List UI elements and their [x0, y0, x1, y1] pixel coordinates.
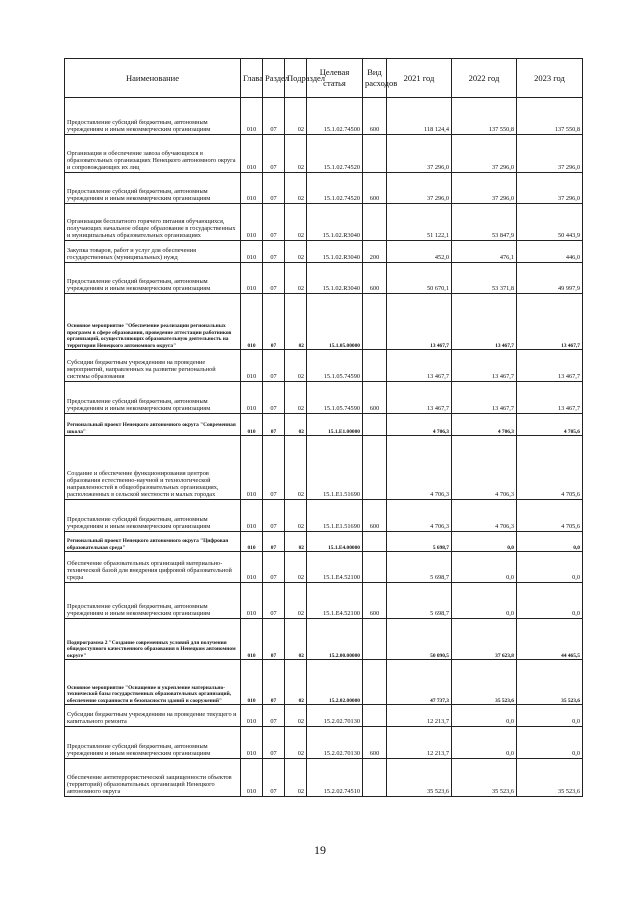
row-target-article-cell: 15.1.02.R3040 — [307, 204, 363, 241]
row-target-article-cell: 15.2.02.70130 — [307, 727, 363, 759]
row-2021-cell: 37 296,0 — [387, 135, 452, 173]
row-razdel-cell: 07 — [263, 173, 285, 204]
row-2023-cell: 446,0 — [517, 241, 583, 263]
row-glava-cell: 010 — [241, 619, 263, 660]
row-2022-cell: 4 706,3 — [452, 500, 517, 532]
table-row — [65, 583, 583, 619]
row-target-article-cell: 15.1.02.R3040 — [307, 241, 363, 263]
table-row — [65, 705, 583, 727]
row-2022-cell: 53 847,9 — [452, 204, 517, 241]
row-2023-cell: 13 467,7 — [517, 350, 583, 382]
row-2021-cell: 12 213,7 — [387, 727, 452, 759]
row-expense-type-cell — [363, 759, 387, 797]
table-row — [65, 727, 583, 759]
row-target-article-cell: 15.2.02.00000 — [307, 660, 363, 705]
table-row — [65, 532, 583, 552]
row-glava-cell: 010 — [241, 727, 263, 759]
header-2023: 2023 год — [517, 59, 583, 98]
row-name-cell: Субсидии бюджетным учреждениям на проведение текущего и капитального ремонта — [65, 705, 241, 727]
row-razdel-cell: 07 — [263, 414, 285, 436]
row-2023-cell: 49 997,9 — [517, 263, 583, 294]
row-name-cell: Подпрограмма 2 "Создание современных условий для получения общедоступного качественного образования в Ненецком автономном округе" — [65, 619, 241, 660]
row-razdel-cell: 07 — [263, 619, 285, 660]
row-podrazdel-cell: 02 — [285, 135, 307, 173]
row-podrazdel-cell: 02 — [285, 414, 307, 436]
row-glava-cell: 010 — [241, 135, 263, 173]
row-podrazdel-cell: 02 — [285, 350, 307, 382]
row-expense-type-cell — [363, 414, 387, 436]
row-2023-cell: 0,0 — [517, 727, 583, 759]
table-row — [65, 552, 583, 583]
row-glava-cell: 010 — [241, 552, 263, 583]
row-name-cell: Создание и обеспечение функционирования центров образования естественно-научной и технологической направленностей в общеобразовательных организациях, расположенных в сельской местности и малых городах — [65, 436, 241, 500]
row-2022-cell: 13 467,7 — [452, 382, 517, 414]
row-name-cell: Обеспечение образовательных организаций материально-технической базой для внедрения цифровой образовательной среды — [65, 552, 241, 583]
page-number: 19 — [314, 843, 326, 857]
row-expense-type-cell — [363, 436, 387, 500]
table-row — [65, 173, 583, 204]
row-razdel-cell: 07 — [263, 552, 285, 583]
row-expense-type-cell — [363, 135, 387, 173]
row-2021-cell: 35 523,6 — [387, 759, 452, 797]
row-podrazdel-cell: 02 — [285, 241, 307, 263]
row-2023-cell: 44 465,5 — [517, 619, 583, 660]
row-2022-cell: 35 523,6 — [452, 759, 517, 797]
header-glava: Глава — [241, 59, 263, 98]
row-expense-type-cell — [363, 532, 387, 552]
row-name-cell: Предоставление субсидий бюджетным, автономным учреждениям и иным некоммерческим организациям — [65, 173, 241, 204]
row-target-article-cell: 15.2.02.70130 — [307, 705, 363, 727]
row-expense-type-cell — [363, 552, 387, 583]
row-target-article-cell: 15.1.02.74520 — [307, 173, 363, 204]
row-2021-cell: 5 698,7 — [387, 583, 452, 619]
row-name-cell: Организация бесплатного горячего питания обучающихся, получающих начальное общее образование в государственных и муниципальных образовательных организациях — [65, 204, 241, 241]
row-razdel-cell: 07 — [263, 727, 285, 759]
row-podrazdel-cell: 02 — [285, 619, 307, 660]
row-2023-cell: 37 296,0 — [517, 135, 583, 173]
row-2021-cell: 5 698,7 — [387, 532, 452, 552]
row-2023-cell: 4 705,6 — [517, 500, 583, 532]
row-glava-cell: 010 — [241, 500, 263, 532]
table-row — [65, 135, 583, 173]
row-2022-cell: 37 296,0 — [452, 135, 517, 173]
row-2022-cell: 476,1 — [452, 241, 517, 263]
row-glava-cell: 010 — [241, 173, 263, 204]
table-row — [65, 500, 583, 532]
row-podrazdel-cell: 02 — [285, 173, 307, 204]
row-target-article-cell: 15.1.E4.52100 — [307, 583, 363, 619]
row-target-article-cell: 15.1.E4.00000 — [307, 532, 363, 552]
row-2022-cell: 0,0 — [452, 532, 517, 552]
row-2022-cell: 0,0 — [452, 705, 517, 727]
row-expense-type-cell: 600 — [363, 263, 387, 294]
row-glava-cell: 010 — [241, 414, 263, 436]
row-target-article-cell: 15.1.E1.51690 — [307, 436, 363, 500]
row-razdel-cell: 07 — [263, 241, 285, 263]
row-2021-cell: 12 213,7 — [387, 705, 452, 727]
row-target-article-cell: 15.2.00.00000 — [307, 619, 363, 660]
row-podrazdel-cell: 02 — [285, 204, 307, 241]
row-glava-cell: 010 — [241, 583, 263, 619]
row-2023-cell: 35 523,6 — [517, 660, 583, 705]
row-2021-cell: 47 737,3 — [387, 660, 452, 705]
row-razdel-cell: 07 — [263, 705, 285, 727]
row-name-cell: Предоставление субсидий бюджетным, автономным учреждениям и иным некоммерческим организациям — [65, 500, 241, 532]
table-row — [65, 414, 583, 436]
table-row — [65, 204, 583, 241]
header-expense-type: Вид расходов — [363, 59, 387, 98]
row-2022-cell: 137 550,8 — [452, 98, 517, 135]
row-expense-type-cell — [363, 705, 387, 727]
row-2021-cell: 51 122,1 — [387, 204, 452, 241]
row-target-article-cell: 15.1.02.74500 — [307, 98, 363, 135]
header-razdel: Раздел — [263, 59, 285, 98]
row-2022-cell: 4 706,3 — [452, 436, 517, 500]
table-row — [65, 263, 583, 294]
row-2021-cell: 452,0 — [387, 241, 452, 263]
row-2022-cell: 35 523,6 — [452, 660, 517, 705]
row-name-cell: Субсидии бюджетным учреждениям на проведение мероприятий, направленных на развитие региональной системы образования — [65, 350, 241, 382]
row-target-article-cell: 15.1.05.74590 — [307, 382, 363, 414]
row-podrazdel-cell: 02 — [285, 705, 307, 727]
row-razdel-cell: 07 — [263, 532, 285, 552]
row-2022-cell: 0,0 — [452, 727, 517, 759]
table-header-row — [65, 59, 583, 98]
row-glava-cell: 010 — [241, 532, 263, 552]
row-2021-cell: 13 467,7 — [387, 294, 452, 350]
row-target-article-cell: 15.1.E1.00000 — [307, 414, 363, 436]
row-2023-cell: 0,0 — [517, 705, 583, 727]
row-expense-type-cell: 600 — [363, 727, 387, 759]
table-row — [65, 350, 583, 382]
row-2023-cell: 35 523,6 — [517, 759, 583, 797]
row-2023-cell: 137 550,8 — [517, 98, 583, 135]
row-expense-type-cell: 600 — [363, 500, 387, 532]
row-name-cell: Региональный проект Ненецкого автономного округа "Современная школа" — [65, 414, 241, 436]
row-2023-cell: 4 705,6 — [517, 436, 583, 500]
row-2021-cell: 50 670,1 — [387, 263, 452, 294]
row-2023-cell: 13 467,7 — [517, 382, 583, 414]
row-name-cell: Предоставление субсидий бюджетным, автономным учреждениям и иным некоммерческим организациям — [65, 583, 241, 619]
row-razdel-cell: 07 — [263, 436, 285, 500]
row-podrazdel-cell: 02 — [285, 727, 307, 759]
row-name-cell: Предоставление субсидий бюджетным, автономным учреждениям и иным некоммерческим организациям — [65, 382, 241, 414]
header-target-article: Целевая статья — [307, 59, 363, 98]
row-2021-cell: 118 124,4 — [387, 98, 452, 135]
row-expense-type-cell — [363, 294, 387, 350]
header-2021: 2021 год — [387, 59, 452, 98]
row-2022-cell: 53 371,8 — [452, 263, 517, 294]
row-2022-cell: 37 623,8 — [452, 619, 517, 660]
table-row — [65, 660, 583, 705]
row-razdel-cell: 07 — [263, 135, 285, 173]
row-name-cell: Обеспечение антитеррористической защищенности объектов (территорий) образовательных организаций Ненецкого автономного округа — [65, 759, 241, 797]
row-expense-type-cell — [363, 619, 387, 660]
row-2021-cell: 5 698,7 — [387, 552, 452, 583]
row-2021-cell: 50 090,5 — [387, 619, 452, 660]
row-2022-cell: 13 467,7 — [452, 350, 517, 382]
row-glava-cell: 010 — [241, 436, 263, 500]
table-row — [65, 98, 583, 135]
row-target-article-cell: 15.1.05.00000 — [307, 294, 363, 350]
row-podrazdel-cell: 02 — [285, 532, 307, 552]
row-2023-cell: 0,0 — [517, 532, 583, 552]
table-row — [65, 436, 583, 500]
row-glava-cell: 010 — [241, 759, 263, 797]
row-name-cell: Основное мероприятие "Обеспечение реализации региональных программ в сфере образования, проведение аттестации работников организаций, осуществляющих образовательную деятельность на территории Ненецкого автономного округа" — [65, 294, 241, 350]
row-2022-cell: 0,0 — [452, 552, 517, 583]
row-podrazdel-cell: 02 — [285, 294, 307, 350]
table-row — [65, 619, 583, 660]
row-name-cell: Закупка товаров, работ и услуг для обеспечения государственных (муниципальных) нужд — [65, 241, 241, 263]
row-podrazdel-cell: 02 — [285, 660, 307, 705]
row-podrazdel-cell: 02 — [285, 98, 307, 135]
row-glava-cell: 010 — [241, 382, 263, 414]
row-glava-cell: 010 — [241, 204, 263, 241]
row-target-article-cell: 15.1.E4.52100 — [307, 552, 363, 583]
row-razdel-cell: 07 — [263, 204, 285, 241]
row-target-article-cell: 15.1.E1.51690 — [307, 500, 363, 532]
row-podrazdel-cell: 02 — [285, 436, 307, 500]
row-expense-type-cell — [363, 660, 387, 705]
row-expense-type-cell: 600 — [363, 173, 387, 204]
row-podrazdel-cell: 02 — [285, 552, 307, 583]
table-row — [65, 241, 583, 263]
row-razdel-cell: 07 — [263, 263, 285, 294]
table-row — [65, 294, 583, 350]
row-name-cell: Предоставление субсидий бюджетным, автономным учреждениям и иным некоммерческим организациям — [65, 98, 241, 135]
row-podrazdel-cell: 02 — [285, 382, 307, 414]
row-2023-cell: 4 705,6 — [517, 414, 583, 436]
row-target-article-cell: 15.1.05.74590 — [307, 350, 363, 382]
row-2021-cell: 37 296,0 — [387, 173, 452, 204]
row-2023-cell: 13 467,7 — [517, 294, 583, 350]
row-2022-cell: 0,0 — [452, 583, 517, 619]
table-row — [65, 382, 583, 414]
row-glava-cell: 010 — [241, 350, 263, 382]
row-razdel-cell: 07 — [263, 500, 285, 532]
row-glava-cell: 010 — [241, 263, 263, 294]
row-2021-cell: 4 706,3 — [387, 500, 452, 532]
row-2023-cell: 0,0 — [517, 552, 583, 583]
header-name: Наименование — [65, 59, 241, 98]
row-razdel-cell: 07 — [263, 294, 285, 350]
row-razdel-cell: 07 — [263, 98, 285, 135]
row-2021-cell: 13 467,7 — [387, 382, 452, 414]
table-body — [65, 98, 583, 797]
row-glava-cell: 010 — [241, 294, 263, 350]
header-podrazdel: Подраздел — [285, 59, 307, 98]
row-target-article-cell: 15.1.02.R3040 — [307, 263, 363, 294]
row-podrazdel-cell: 02 — [285, 583, 307, 619]
row-podrazdel-cell: 02 — [285, 759, 307, 797]
row-razdel-cell: 07 — [263, 583, 285, 619]
row-2023-cell: 0,0 — [517, 583, 583, 619]
row-expense-type-cell — [363, 204, 387, 241]
row-name-cell: Предоставление субсидий бюджетным, автономным учреждениям и иным некоммерческим организациям — [65, 727, 241, 759]
row-name-cell: Региональный проект Ненецкого автономного округа "Цифровая образовательная среда" — [65, 532, 241, 552]
row-glava-cell: 010 — [241, 660, 263, 705]
row-2023-cell: 50 443,9 — [517, 204, 583, 241]
row-razdel-cell: 07 — [263, 759, 285, 797]
budget-table — [64, 58, 583, 797]
row-target-article-cell: 15.1.02.74520 — [307, 135, 363, 173]
row-podrazdel-cell: 02 — [285, 263, 307, 294]
row-2021-cell: 4 706,3 — [387, 414, 452, 436]
row-name-cell: Основное мероприятие "Оснащение и укрепление материально-технической базы государственных образовательных организаций, обеспечение сохранности и безопасности зданий и сооружений" — [65, 660, 241, 705]
row-razdel-cell: 07 — [263, 382, 285, 414]
row-name-cell: Организация и обеспечение завоза обучающихся в образовательных организациях Ненецкого автономного округа и сопровождающих их лиц — [65, 135, 241, 173]
row-podrazdel-cell: 02 — [285, 500, 307, 532]
row-expense-type-cell: 200 — [363, 241, 387, 263]
row-2023-cell: 37 296,0 — [517, 173, 583, 204]
row-razdel-cell: 07 — [263, 350, 285, 382]
row-glava-cell: 010 — [241, 705, 263, 727]
row-2022-cell: 37 296,0 — [452, 173, 517, 204]
row-expense-type-cell: 600 — [363, 98, 387, 135]
row-2021-cell: 4 706,3 — [387, 436, 452, 500]
row-glava-cell: 010 — [241, 241, 263, 263]
row-expense-type-cell — [363, 350, 387, 382]
header-2022: 2022 год — [452, 59, 517, 98]
row-razdel-cell: 07 — [263, 660, 285, 705]
row-expense-type-cell: 600 — [363, 583, 387, 619]
row-2021-cell: 13 467,7 — [387, 350, 452, 382]
row-2022-cell: 4 706,3 — [452, 414, 517, 436]
row-target-article-cell: 15.2.02.74510 — [307, 759, 363, 797]
row-expense-type-cell: 600 — [363, 382, 387, 414]
row-name-cell: Предоставление субсидий бюджетным, автономным учреждениям и иным некоммерческим организациям — [65, 263, 241, 294]
row-glava-cell: 010 — [241, 98, 263, 135]
table-row — [65, 759, 583, 797]
row-2022-cell: 13 467,7 — [452, 294, 517, 350]
